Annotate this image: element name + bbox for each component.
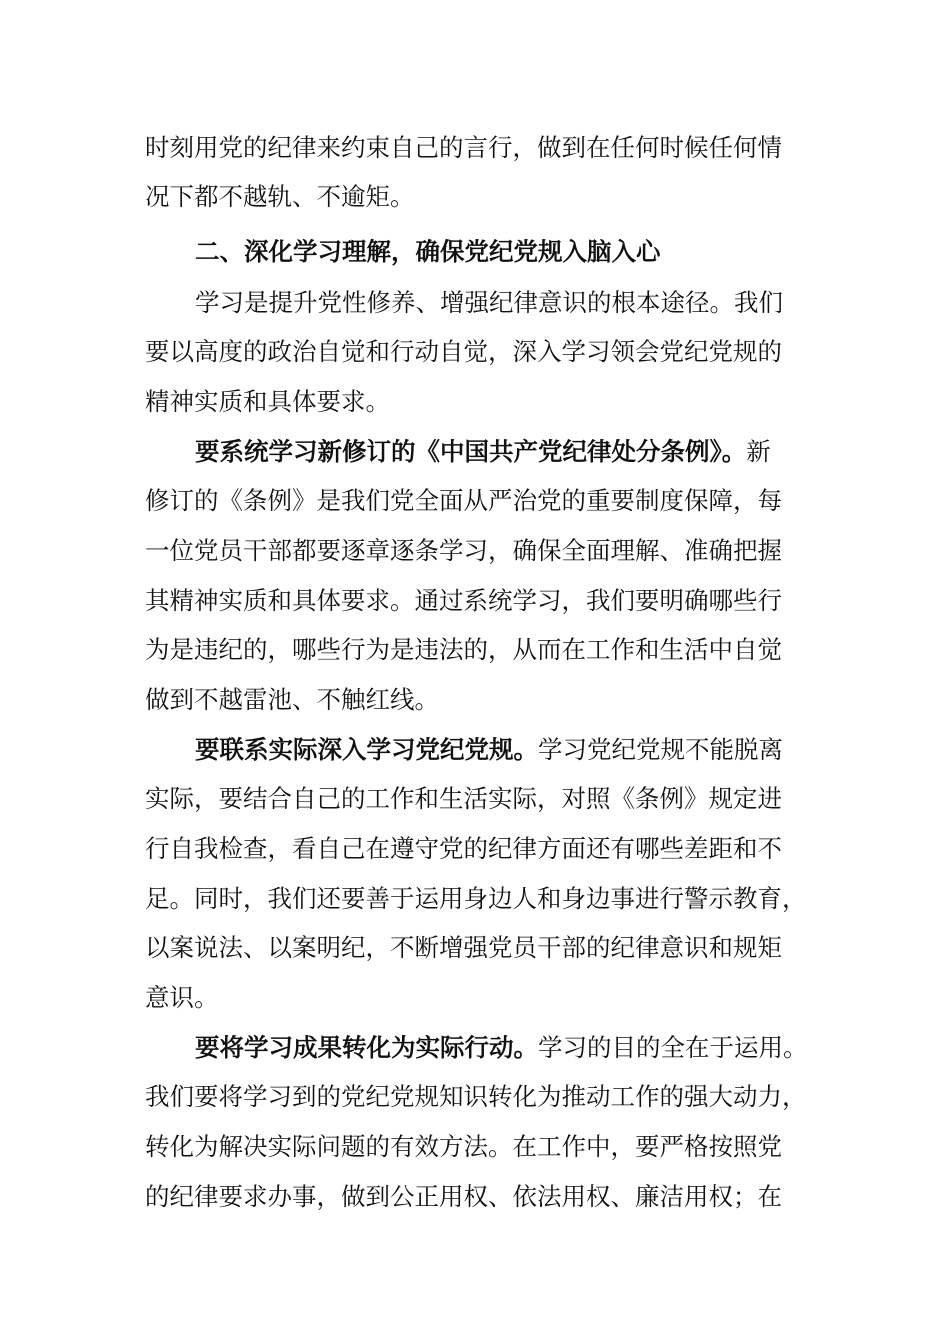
section-heading: 二、深化学习理解，确保党纪党规入脑入心 [195, 237, 661, 266]
text-line: 的纪律要求办事，做到公正用权、依法用权、廉洁用权；在 [145, 1182, 782, 1211]
lead-continuation: 学习的目的全在于运用。 [538, 1033, 808, 1062]
text-line: 行自我检查，看自己在遵守党的纪律方面还有哪些差距和不 [145, 834, 782, 863]
text-line: 做到不越雷池、不触红线。 [145, 685, 439, 714]
text-line: 其精神实质和具体要求。通过系统学习，我们要明确哪些行 [145, 586, 782, 615]
bold-lead: 要将学习成果转化为实际行动。 [195, 1033, 538, 1062]
text-line: 修订的《条例》是我们党全面从严治党的重要制度保障，每 [145, 486, 782, 515]
text-line: 精神实质和具体要求。 [145, 387, 390, 416]
text-line: 足。同时，我们还要善于运用身边人和身边事进行警示教育， [145, 884, 807, 913]
text-line: 我们要将学习到的党纪党规知识转化为推动工作的强大动力， [145, 1082, 807, 1111]
paragraph-lead-line [195, 432, 771, 472]
text-line: 况下都不越轨、不逾矩。 [145, 182, 415, 211]
text-line: 实际，要结合自己的工作和生活实际，对照《条例》规定进 [145, 784, 782, 813]
paragraph-lead-line [195, 730, 783, 770]
text-line: 要以高度的政治自觉和行动自觉，深入学习领会党纪党规的 [145, 337, 782, 366]
text-line: 为是违纪的，哪些行为是违法的，从而在工作和生活中自觉 [145, 635, 782, 664]
lead-continuation: 学习党纪党规不能脱离 [538, 735, 783, 764]
text-line: 转化为解决实际问题的有效方法。在工作中，要严格按照党 [145, 1132, 782, 1161]
lead-continuation: 新 [746, 437, 771, 466]
text-line: 以案说法、以案明纪，不断增强党员干部的纪律意识和规矩 [145, 933, 782, 962]
bold-lead: 要系统学习新修订的《中国共产党纪律处分条例》。 [195, 437, 747, 466]
text-line: 学习是提升党性修养、增强纪律意识的根本途径。我们 [195, 288, 783, 317]
text-line: 一位党员干部都要逐章逐条学习，确保全面理解、准确把握 [145, 536, 782, 565]
text-line: 意识。 [145, 983, 219, 1012]
bold-lead: 要联系实际深入学习党纪党规。 [195, 735, 538, 764]
paragraph-lead-line [195, 1028, 808, 1068]
text-line: 时刻用党的纪律来约束自己的言行，做到在任何时候任何情 [145, 133, 782, 162]
